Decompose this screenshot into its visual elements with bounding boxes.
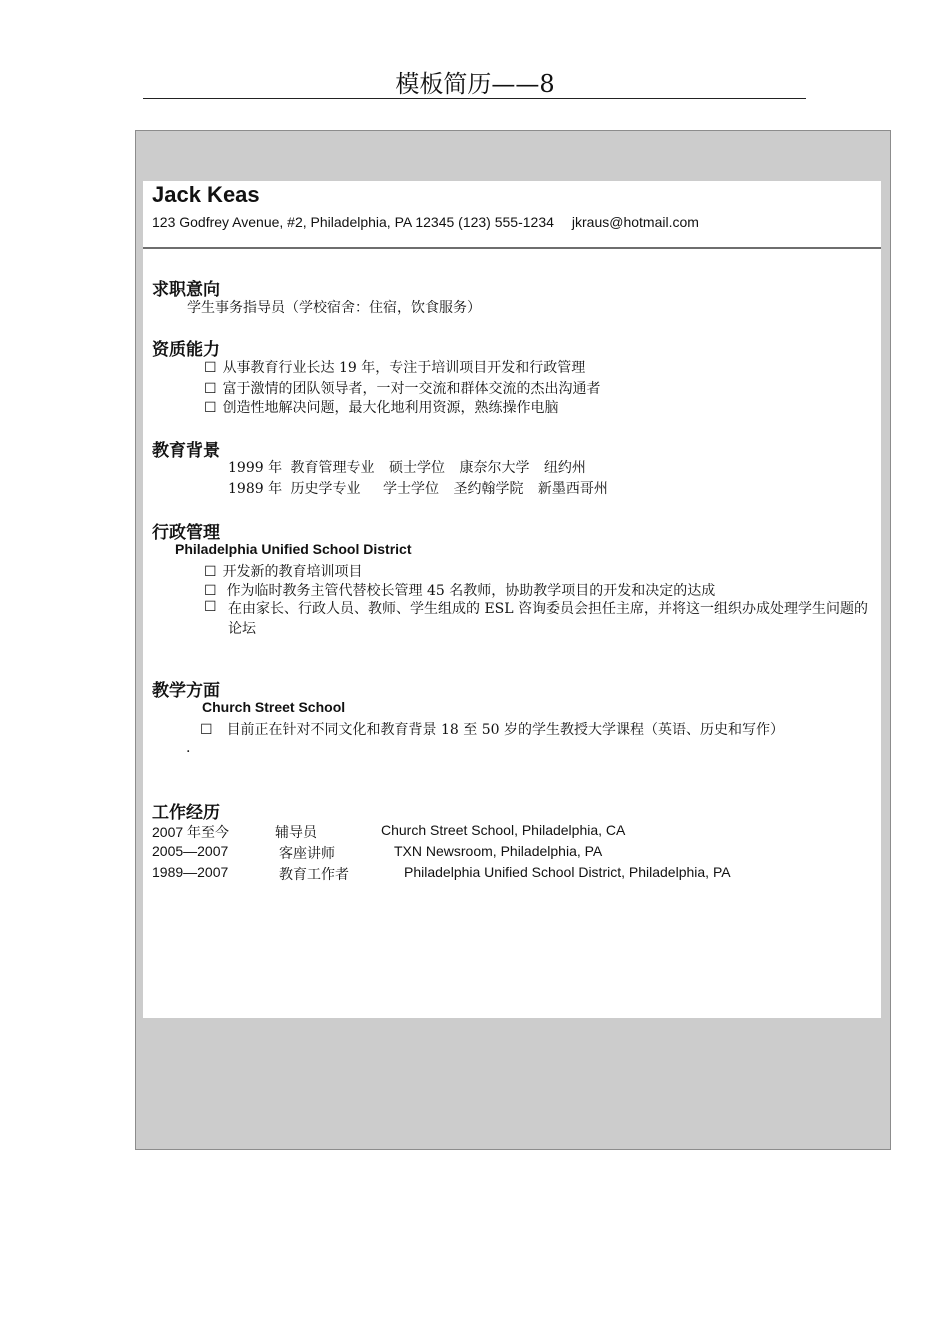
checkbox-icon: ☐ xyxy=(204,564,217,580)
education-entry xyxy=(228,478,608,498)
qualification-item: ☐ 富于激情的团队领导者，一对一交流和群体交流的杰出沟通者 xyxy=(204,381,601,397)
education-school: 康奈尔大学 xyxy=(459,460,530,476)
education-location: 纽约州 xyxy=(543,460,586,476)
objective-heading: 求职意向 xyxy=(152,280,220,300)
education-major: 教育管理专业 xyxy=(290,460,375,476)
document-title: 模板简历——8 xyxy=(395,70,555,98)
education-degree: 硕士学位 xyxy=(389,460,445,476)
education-heading: 教育背景 xyxy=(152,441,220,461)
work-place: TXN Newsroom, Philadelphia, PA xyxy=(394,843,603,859)
qualifications-heading: 资质能力 xyxy=(152,340,220,360)
education-location: 新墨西哥州 xyxy=(537,481,608,497)
education-major: 历史学专业 xyxy=(290,481,361,497)
education-year: 1999 年 xyxy=(228,460,283,476)
education-school: 圣约翰学院 xyxy=(453,481,524,497)
education-entry xyxy=(228,457,586,477)
teaching-item: ☐ 目前正在针对不同文化和教育背景 18 至 50 岁的学生教授大学课程（英语、历史和写作） xyxy=(200,722,784,738)
checkbox-icon: ☐ xyxy=(204,381,217,397)
checkbox-icon: ☐ xyxy=(204,360,217,376)
work-role: 辅导员 xyxy=(275,825,317,841)
checkbox-icon: ☐ xyxy=(204,583,217,599)
title-underline xyxy=(143,98,806,99)
administration-item: ☐ 在由家长、行政人员、教师、学生组成的 ESL 咨询委员会担任主席，并将这一组织办成处理学生问题的论坛 xyxy=(204,599,869,637)
work-period: 1989—2007 xyxy=(152,864,229,880)
objective-text: 学生事务指导员（学校宿舍：住宿，饮食服务） xyxy=(187,300,481,316)
education-year: 1989 年 xyxy=(228,481,283,497)
teaching-organization: Church Street School xyxy=(202,699,346,715)
address-text: 123 Godfrey Avenue, #2, Philadelphia, PA 12345 (123) 555-1234 xyxy=(152,214,554,230)
work-period: 2005—2007 xyxy=(152,843,229,859)
work-period: 2007 年至今 xyxy=(152,824,230,840)
checkbox-icon: ☐ xyxy=(204,400,217,416)
work-row xyxy=(0,822,950,842)
email-text: jkraus@hotmail.com xyxy=(571,214,699,230)
work-place: Philadelphia Unified School District, Philadelphia, PA xyxy=(404,864,731,880)
administration-item: ☐ 作为临时教务主管代替校长管理 45 名教师，协助教学项目的开发和决定的达成 xyxy=(204,583,716,599)
work-heading: 工作经历 xyxy=(152,803,220,823)
administration-organization: Philadelphia Unified School District xyxy=(175,541,412,557)
trailing-mark: . xyxy=(186,740,191,756)
qualification-item: ☐ 从事教育行业长达 19 年，专注于培训项目开发和行政管理 xyxy=(204,360,586,376)
checkbox-icon: ☐ xyxy=(204,599,217,615)
teaching-heading: 教学方面 xyxy=(152,681,220,701)
candidate-name: Jack Keas xyxy=(152,182,260,207)
work-role: 客座讲师 xyxy=(279,846,335,862)
work-row xyxy=(0,864,950,884)
education-degree: 学士学位 xyxy=(383,481,439,497)
administration-item: ☐ 开发新的教育培训项目 xyxy=(204,564,363,580)
checkbox-icon: ☐ xyxy=(200,722,213,738)
work-row xyxy=(0,843,950,863)
header-divider xyxy=(143,247,881,249)
qualification-item: ☐ 创造性地解决问题，最大化地利用资源，熟练操作电脑 xyxy=(204,400,559,416)
contact-line xyxy=(152,214,699,230)
administration-heading: 行政管理 xyxy=(152,523,220,543)
work-role: 教育工作者 xyxy=(279,867,349,883)
work-place: Church Street School, Philadelphia, CA xyxy=(381,822,626,838)
